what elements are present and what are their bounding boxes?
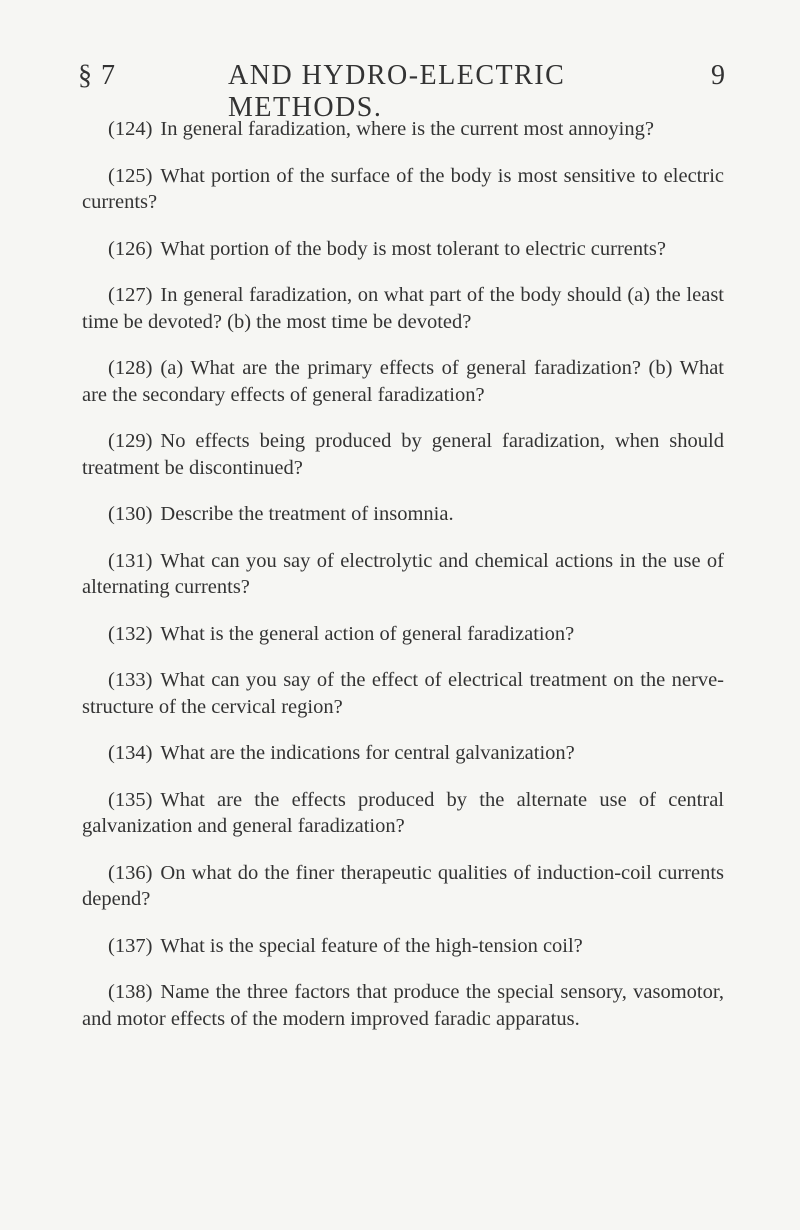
question-text: Describe the treatment of insomnia.	[160, 503, 454, 525]
question-text: What are the effects produced by the alternate use of central galvanization and general faradization?	[82, 788, 724, 837]
question-number: (127)	[108, 284, 153, 306]
running-title: AND HYDRO-ELECTRIC METHODS.	[228, 60, 566, 123]
question-item	[82, 667, 724, 720]
question-item	[82, 163, 724, 216]
page-number: 9	[711, 60, 726, 91]
question-item	[82, 236, 724, 263]
question-item	[82, 860, 724, 913]
question-text: In general faradization, where is the current most annoying?	[160, 118, 654, 140]
question-number: (129)	[108, 430, 153, 452]
question-number: (125)	[108, 164, 153, 187]
question-item	[82, 355, 724, 408]
question-number: (137)	[108, 934, 153, 957]
question-item	[82, 501, 724, 528]
question-number: (135)	[108, 788, 153, 811]
question-text: What is the special feature of the high-tension coil?	[160, 934, 583, 957]
question-item	[82, 548, 724, 601]
question-text: What portion of the surface of the body is most sensitive to electric currents?	[82, 164, 724, 213]
question-text: What is the general action of general faradization?	[160, 622, 575, 645]
question-text: What portion of the body is most tolerant to electric currents?	[160, 237, 666, 260]
question-text: What are the indications for central galvanization?	[160, 742, 575, 764]
question-text: (a) What are the primary effects of general faradization? (b) What are the secondary effects of general faradization?	[82, 357, 724, 406]
running-head	[78, 60, 726, 123]
question-text: What can you say of electrolytic and chemical actions in the use of alternating currents?	[82, 549, 724, 598]
question-number: (134)	[108, 742, 153, 764]
question-text: In general faradization, on what part of the body should (a) the least time be devoted? (b) the most time be devoted?	[82, 284, 724, 333]
question-text: Name the three factors that produce the special sensory, vasomotor, and motor effects of the modern improved faradic apparatus.	[82, 981, 724, 1030]
question-number: (130)	[108, 503, 153, 525]
question-number: (128)	[108, 357, 153, 379]
question-item	[82, 116, 724, 143]
question-text: On what do the finer therapeutic qualities of induction-coil currents depend?	[82, 861, 724, 910]
question-number: (132)	[108, 622, 153, 645]
question-text: No effects being produced by general faradization, when should treatment be discontinued?	[82, 430, 724, 479]
question-item	[82, 933, 724, 960]
section-number: § 7	[78, 60, 116, 91]
question-item	[82, 428, 724, 481]
question-item	[82, 621, 724, 648]
question-item	[82, 282, 724, 335]
question-list	[82, 116, 724, 1052]
question-number: (138)	[108, 981, 153, 1003]
question-number: (136)	[108, 861, 153, 884]
question-number: (133)	[108, 669, 153, 691]
question-number: (124)	[108, 118, 153, 140]
question-item	[82, 740, 724, 767]
question-text: What can you say of the effect of electrical treatment on the nerve-structure of the cervical region?	[82, 669, 724, 718]
question-number: (131)	[108, 549, 153, 572]
question-number: (126)	[108, 237, 153, 260]
question-item	[82, 979, 724, 1032]
question-item	[82, 787, 724, 840]
